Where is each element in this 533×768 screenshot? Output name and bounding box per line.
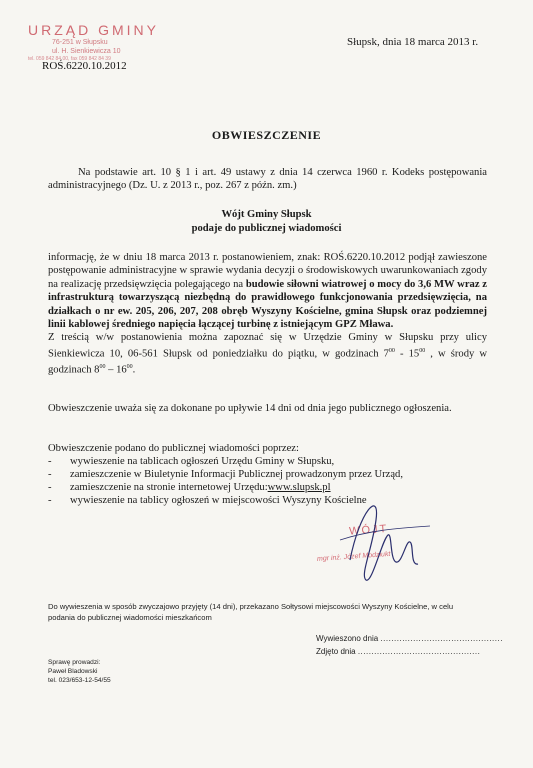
stamp-small-line: tel. 059 842 84 00, fax 059 842 84 39 [28, 56, 111, 62]
hours-sup: 00 [419, 347, 426, 354]
office-stamp [28, 22, 168, 62]
signature-stamp-name: mgr inż. Józef Modziukt [316, 550, 391, 563]
authority-line-1: Wójt Gminy Słupsk [221, 209, 312, 220]
hours-sup: 00 [388, 347, 395, 354]
reference-number: ROŚ.6220.10.2012 [42, 60, 127, 72]
document-date: Słupsk, dnia 18 marca 2013 r. [347, 36, 479, 48]
hours-text: , w środy w godzinach 8 [48, 348, 488, 376]
posted-date-blank: ............................................. [380, 634, 503, 643]
notice-body [48, 251, 487, 377]
stamp-title: URZĄD GMINY [28, 22, 159, 38]
project-description: budowie siłowni wiatrowej o mocy do 3,6 MW wraz z infrastrukturą towarzyszącą niezbędną do prawidłowego funkcjonowania przedsięwzięcia, na działkach o nr ew. 205, 206, 207, 208 obręb Wyszyny Kościelne, gmina Słupsk oraz podziemnej linii kablowej średniego napięcia łączącej turbinę z istniejącym GPZ Mława. [48, 278, 487, 331]
removed-date-label: Zdjęto dnia [316, 647, 356, 656]
list-item-text: wywieszenie na tablicy ogłoszeń w miejscowości Wyszyny Kościelne [70, 495, 367, 506]
signature-stamp-title: WÓJT [348, 522, 389, 538]
list-intro: Obwieszczenie podano do publicznej wiadomości poprzez: [48, 443, 299, 454]
effective-notice: Obwieszczenie uważa się za dokonane po upływie 14 dni od dnia jego publicznego ogłoszenia. [48, 403, 452, 414]
removed-date-blank: ............................................. [357, 647, 481, 656]
hours-sup: 00 [99, 363, 106, 370]
website-link[interactable]: www.slupsk.pl [267, 482, 331, 493]
stamp-line-1: 76-251 w Słupsku [52, 39, 108, 46]
authority-line-2: podaje do publicznej wiadomości [191, 223, 342, 234]
notice-text-1: informację, że w dniu 18 marca 2013 r. postanowieniem, znak: ROŚ.6220.10.2012 podjął zawieszone postępowanie administracyjne w sprawie wydania decyzji o środowiskowych uwarunkowaniach zgody na realizację przedsięwzięcia polegającego na [48, 252, 487, 290]
prepared-by-name: Paweł Bladowski [48, 668, 98, 675]
list-item: - wywieszenie na tablicach ogłoszeń Urzędu Gminy w Słupsku, [48, 456, 335, 467]
list-item-text: wywieszenie na tablicach ogłoszeń Urzędu Gminy w Słupsku, [70, 456, 335, 467]
notice-text-2: Z treścią w/w postanowienia można zapoznać się w Urzędzie Gminy w Słupsku przy ulicy Sienkiewicza 10, 06-561 Słupsk od poniedziałku do piątku, w godzinach 7 [48, 332, 487, 360]
stamp-line-2: ul. H. Sienkiewicza 10 [52, 48, 121, 55]
document-title: OBWIESZCZENIE [211, 128, 322, 142]
list-item: - zamieszczenie na stronie internetowej Urzędu: www.slupsk.pl [48, 482, 331, 493]
list-item-text: zamieszczenie w Biuletynie Informacji Publicznej prowadzonym przez Urząd, [70, 469, 403, 480]
posted-date-label: Wywieszono dnia [316, 634, 379, 643]
posted-date-field [316, 634, 503, 643]
list-item: - wywieszenie na tablicy ogłoszeń w miejscowości Wyszyny Kościelne [48, 495, 367, 506]
prepared-by [48, 658, 111, 685]
legal-basis: Na podstawie art. 10 § 1 i art. 49 ustawy z dnia 14 czerwca 1960 r. Kodeks postępowania administracyjnego (Dz. U. z 2013 r., poz. 267 z późn. zm.) [48, 167, 487, 192]
prepared-by-label: Sprawę prowadzi: [48, 659, 101, 666]
footnote: Do wywieszenia w sposób zwyczajowo przyjęty (14 dni), przekazano Sołtysowi miejscowości Wyszyny Kościelne, w celu podania do publicznej wiadomości mieszkańcom [48, 602, 454, 622]
list-item-text: zamieszczenie na stronie internetowej Urzędu: [70, 482, 268, 493]
hours-sup: 00 [126, 363, 133, 370]
removed-date-field [316, 647, 480, 656]
handwritten-signature [330, 480, 440, 590]
hours-end: . [132, 364, 136, 376]
hours-text: - 15 [394, 348, 420, 360]
prepared-by-phone: tel. 023/653-12-54/55 [48, 677, 111, 684]
list-item: - zamieszczenie w Biuletynie Informacji Publicznej prowadzonym przez Urząd, [48, 469, 403, 480]
hours-text: – 16 [105, 364, 127, 376]
